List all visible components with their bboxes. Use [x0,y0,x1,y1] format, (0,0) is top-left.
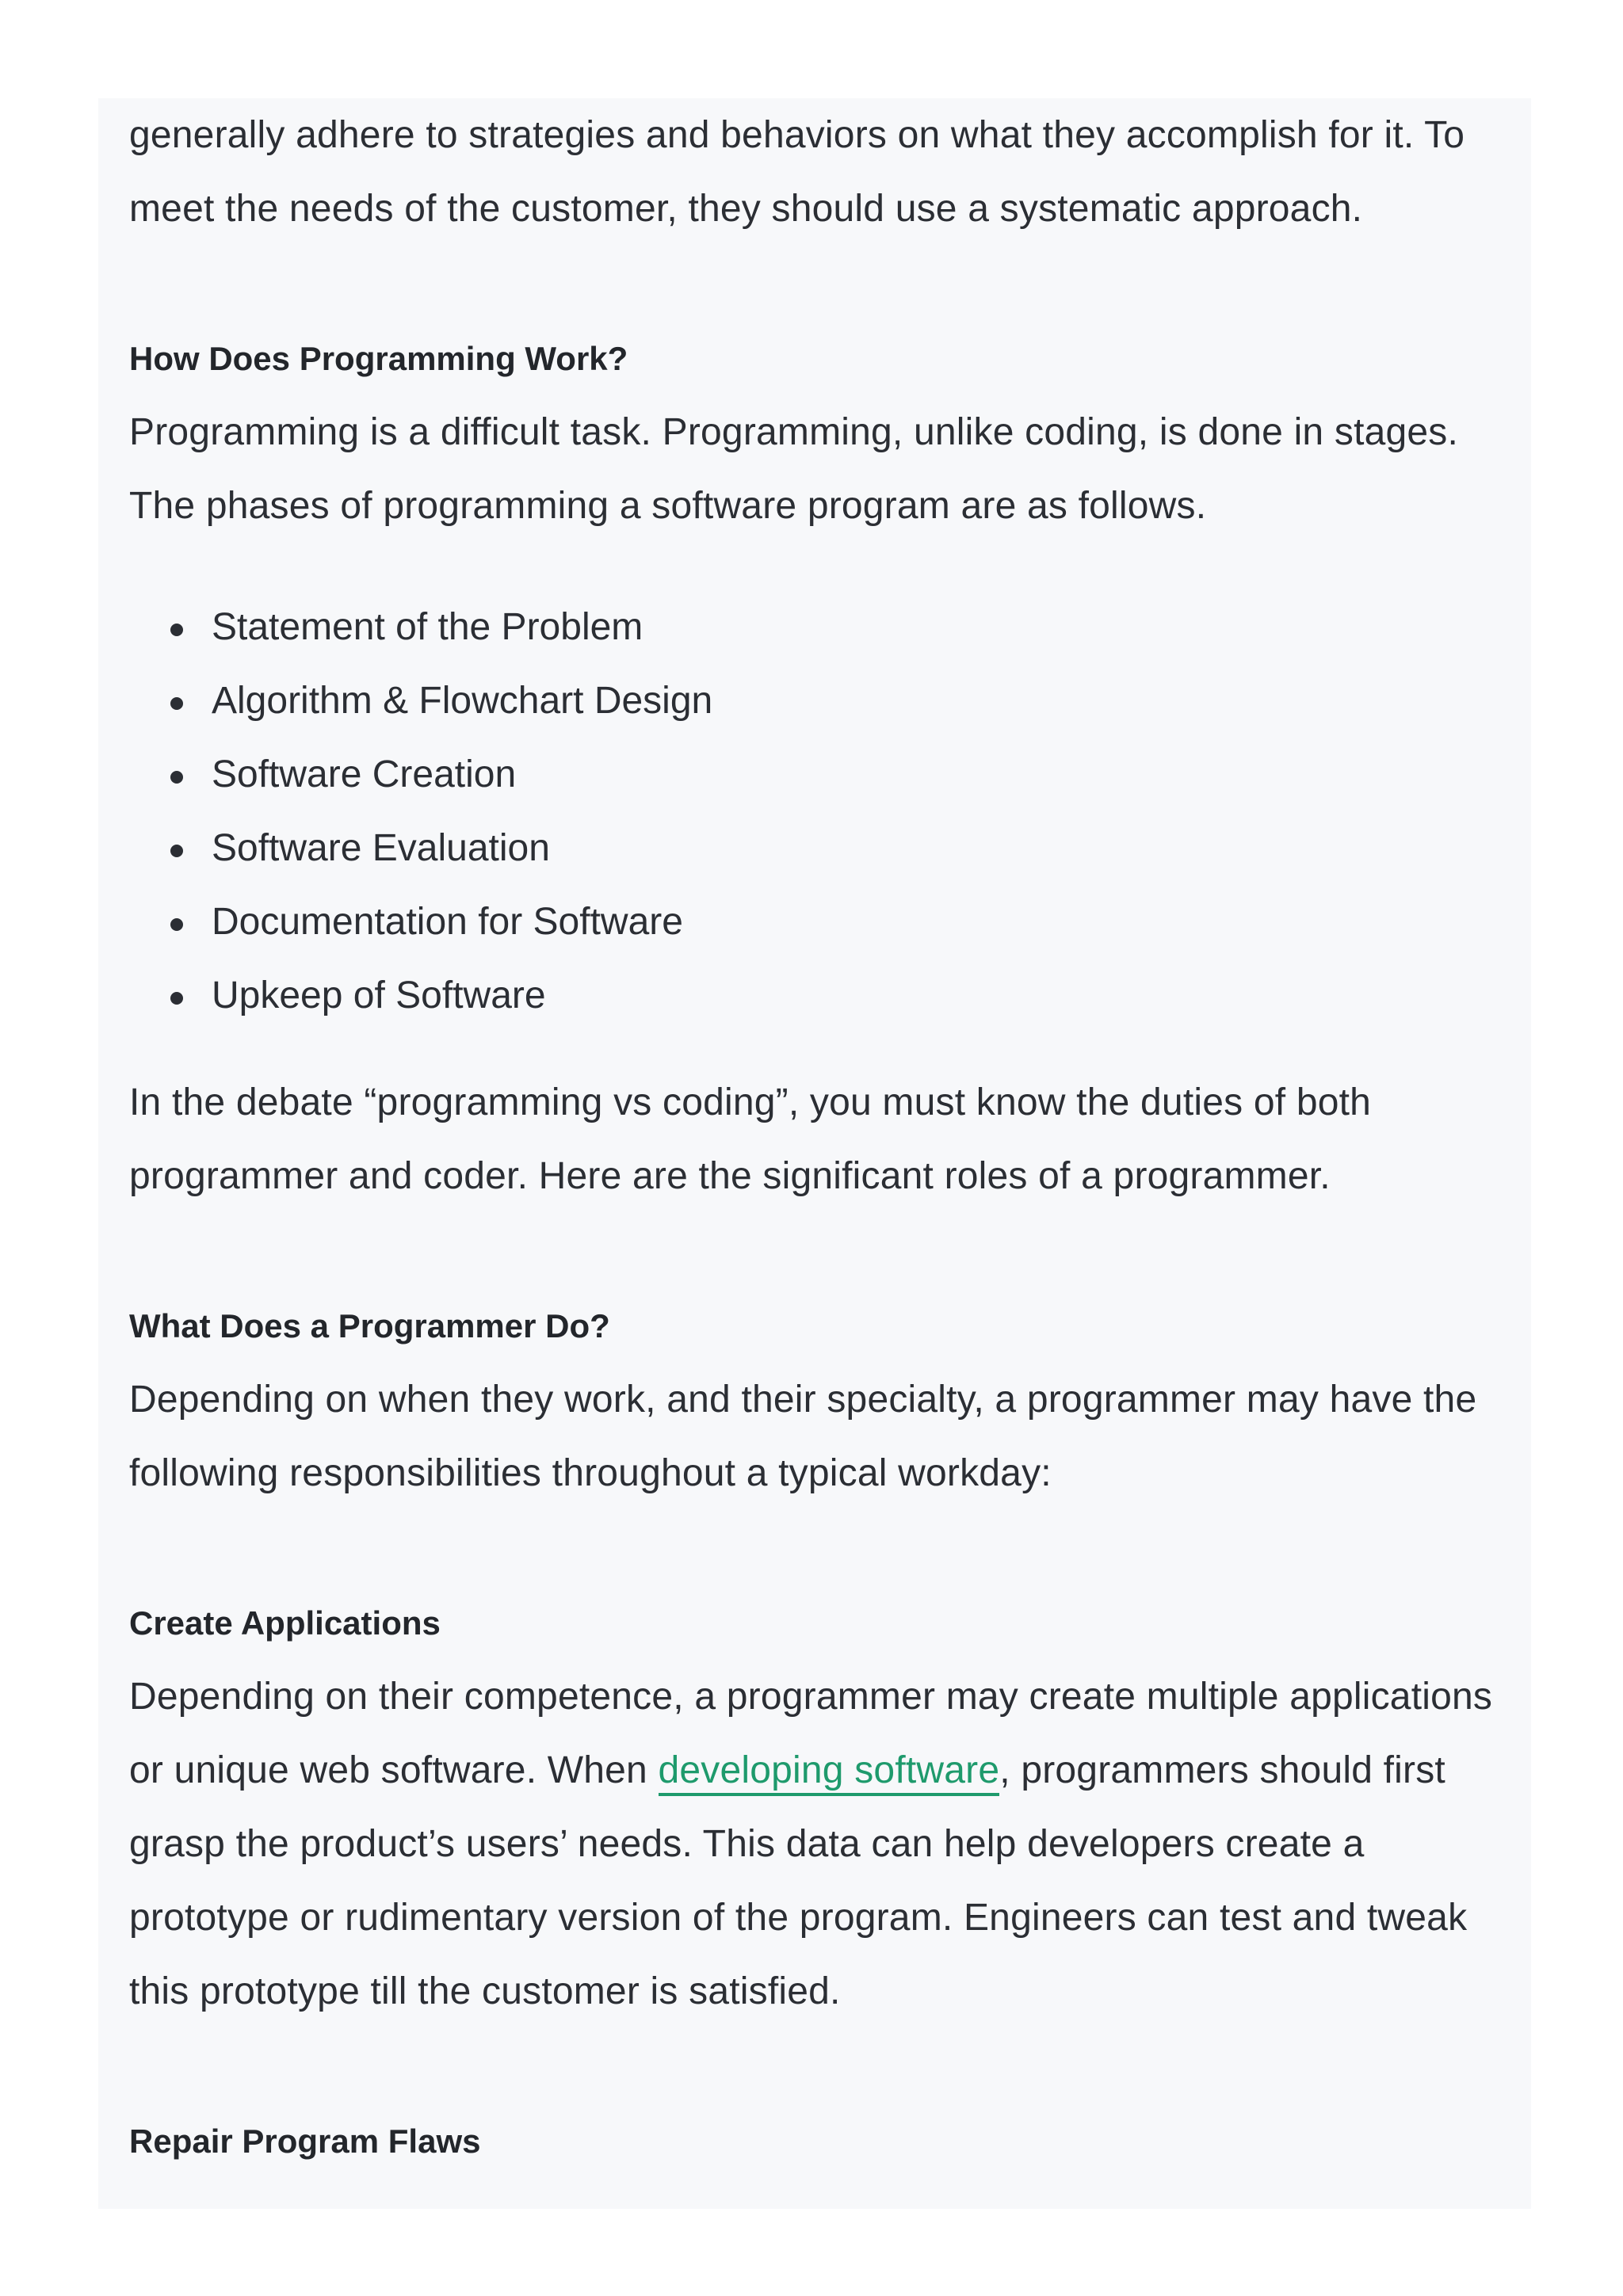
list-item-label: Upkeep of Software [212,974,546,1016]
paragraph-line: Depending on their competence, a programmer may create multiple applications [129,1676,1493,1718]
paragraph-line: In the debate “programming vs coding”, you must know the duties of both [129,1081,1372,1123]
list-item [170,885,1508,959]
heading-how-programming-works: How Does Programming Work? [129,340,628,377]
paragraph-line: following responsibilities throughout a typical workday: [129,1452,1052,1494]
heading-repair-program-flaws: Repair Program Flaws [129,2122,481,2160]
list-item [170,959,1508,1032]
paragraph-line: prototype or rudimentary version of the program. Engineers can test and tweak [129,1897,1468,1939]
list-item-label: Software Evaluation [212,827,550,869]
paragraph-line: Programming is a difficult task. Programming, unlike coding, is done in stages. [129,411,1459,453]
list-item [170,664,1508,738]
spacer [129,1510,1508,1586]
heading-what-programmer-does: What Does a Programmer Do? [129,1307,610,1344]
spacer [129,2028,1508,2104]
paragraph-line: grasp the product’s users’ needs. This data can help developers create a [129,1823,1365,1865]
article-panel [98,98,1531,2209]
intro-line: meet the needs of the customer, they should use a systematic approach. [129,188,1363,230]
article-content [129,98,1508,2178]
text-fragment: , programmers should first [999,1749,1445,1791]
list-item [170,811,1508,885]
paragraph-line-with-link [129,1733,1508,1807]
bullet-icon [170,992,183,1005]
list-item-label: Statement of the Problem [212,606,643,648]
list-item [170,738,1508,811]
paragraph-line: this prototype till the customer is satisfied. [129,1970,841,2012]
paragraph-line: Depending on when they work, and their specialty, a programmer may have the [129,1379,1477,1421]
bullet-icon [170,697,183,710]
list-item-label: Documentation for Software [212,901,683,943]
programming-phases-list [129,590,1508,1032]
spacer [129,543,1508,590]
bullet-icon [170,624,183,636]
paragraph-line: The phases of programming a software program are as follows. [129,485,1207,527]
intro-line: generally adhere to strategies and behaviors on what they accomplish for it. To [129,114,1465,156]
list-item [170,590,1508,664]
spacer [129,1032,1508,1066]
list-item-label: Software Creation [212,753,517,795]
bullet-icon [170,771,183,784]
developing-software-link[interactable]: developing software [659,1749,1000,1796]
text-fragment: or unique web software. When [129,1749,659,1791]
paragraph-line: programmer and coder. Here are the significant roles of a programmer. [129,1155,1331,1197]
bullet-icon [170,918,183,931]
list-item-label: Algorithm & Flowchart Design [212,680,713,722]
spacer [129,246,1508,322]
spacer [129,1213,1508,1289]
bullet-icon [170,845,183,857]
heading-create-applications: Create Applications [129,1604,441,1642]
